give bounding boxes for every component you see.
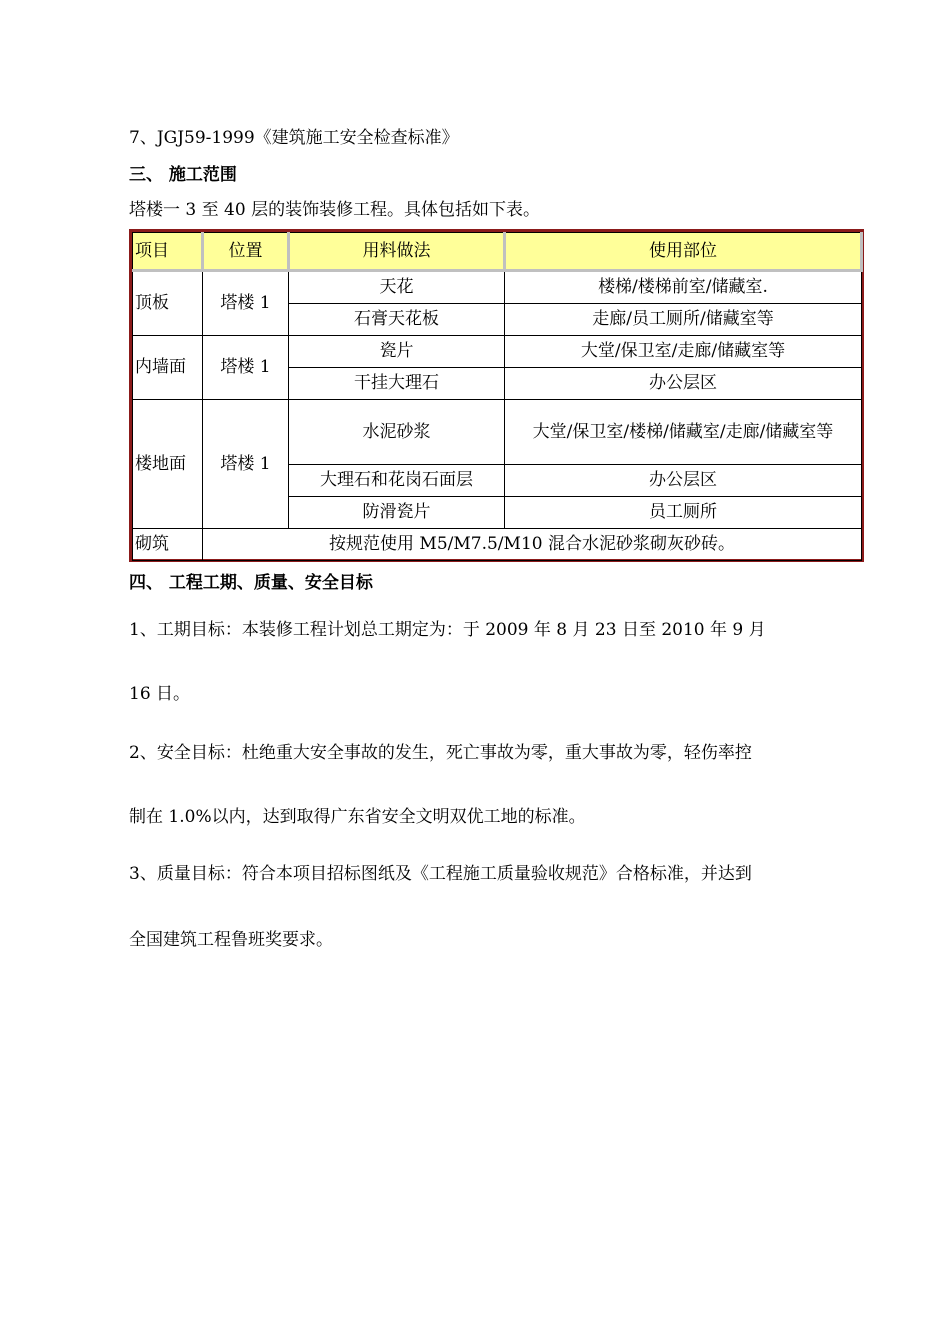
masonry-description: 按规范使用 M5/M7.5/M10 混合水泥砂浆砌灰砂砖。: [203, 529, 862, 561]
goal-3-line-2: 全国建筑工程鲁班奖要求。: [129, 930, 333, 950]
section-4-heading: 四、 工程工期、质量、安全目标: [129, 573, 373, 593]
row-item-floor: 楼地面: [133, 400, 203, 529]
scope-table-frame: [129, 229, 864, 562]
goal-2-line-1: 2、安全目标：杜绝重大安全事故的发生，死亡事故为零，重大事故为零，轻伤率控: [129, 743, 752, 763]
goal-3-line-1: 3、质量目标：符合本项目招标图纸及《工程施工质量验收规范》合格标准，并达到: [129, 864, 752, 884]
table-row: [133, 336, 862, 368]
reference-line: 7、JGJ59-1999《建筑施工安全检查标准》: [129, 128, 459, 148]
table-row: [133, 271, 862, 304]
table-row: [133, 529, 862, 561]
goal-1-line-1: 1、工期目标：本装修工程计划总工期定为：于 2009 年 8 月 23 日至 2010 年 9 月: [129, 620, 766, 640]
area-cell: 走廊/员工厕所/储藏室等: [505, 304, 862, 336]
row-item-wall: 内墙面: [133, 336, 203, 400]
table-row: [133, 400, 862, 465]
method-cell: 防滑瓷片: [289, 497, 505, 529]
section-3-intro: 塔楼一 3 至 40 层的装饰装修工程。具体包括如下表。: [129, 200, 541, 220]
method-cell: 水泥砂浆: [289, 400, 505, 465]
area-cell: 办公层区: [505, 465, 862, 497]
area-cell: 大堂/保卫室/楼梯/储藏室/走廊/储藏室等: [505, 400, 862, 465]
header-item: 项目: [133, 233, 203, 271]
method-cell: 天花: [289, 271, 505, 304]
method-cell: 大理石和花岗石面层: [289, 465, 505, 497]
scope-table: [132, 232, 863, 561]
row-location-wall: 塔楼 1: [203, 336, 289, 400]
header-area: 使用部位: [505, 233, 862, 271]
goal-2-line-2: 制在 1.0%以内，达到取得广东省安全文明双优工地的标准。: [129, 807, 586, 827]
row-location-ceiling: 塔楼 1: [203, 271, 289, 336]
header-location: 位置: [203, 233, 289, 271]
area-cell: 员工厕所: [505, 497, 862, 529]
area-cell: 大堂/保卫室/走廊/储藏室等: [505, 336, 862, 368]
row-item-ceiling: 顶板: [133, 271, 203, 336]
row-item-masonry: 砌筑: [133, 529, 203, 561]
row-location-floor: 塔楼 1: [203, 400, 289, 529]
method-cell: 干挂大理石: [289, 368, 505, 400]
header-method: 用料做法: [289, 233, 505, 271]
area-cell: 楼梯/楼梯前室/储藏室.: [505, 271, 862, 304]
area-cell: 办公层区: [505, 368, 862, 400]
table-header-row: [133, 233, 862, 271]
method-cell: 瓷片: [289, 336, 505, 368]
goal-1-line-2: 16 日。: [129, 684, 191, 704]
method-cell: 石膏天花板: [289, 304, 505, 336]
section-3-heading: 三、 施工范围: [129, 165, 237, 185]
